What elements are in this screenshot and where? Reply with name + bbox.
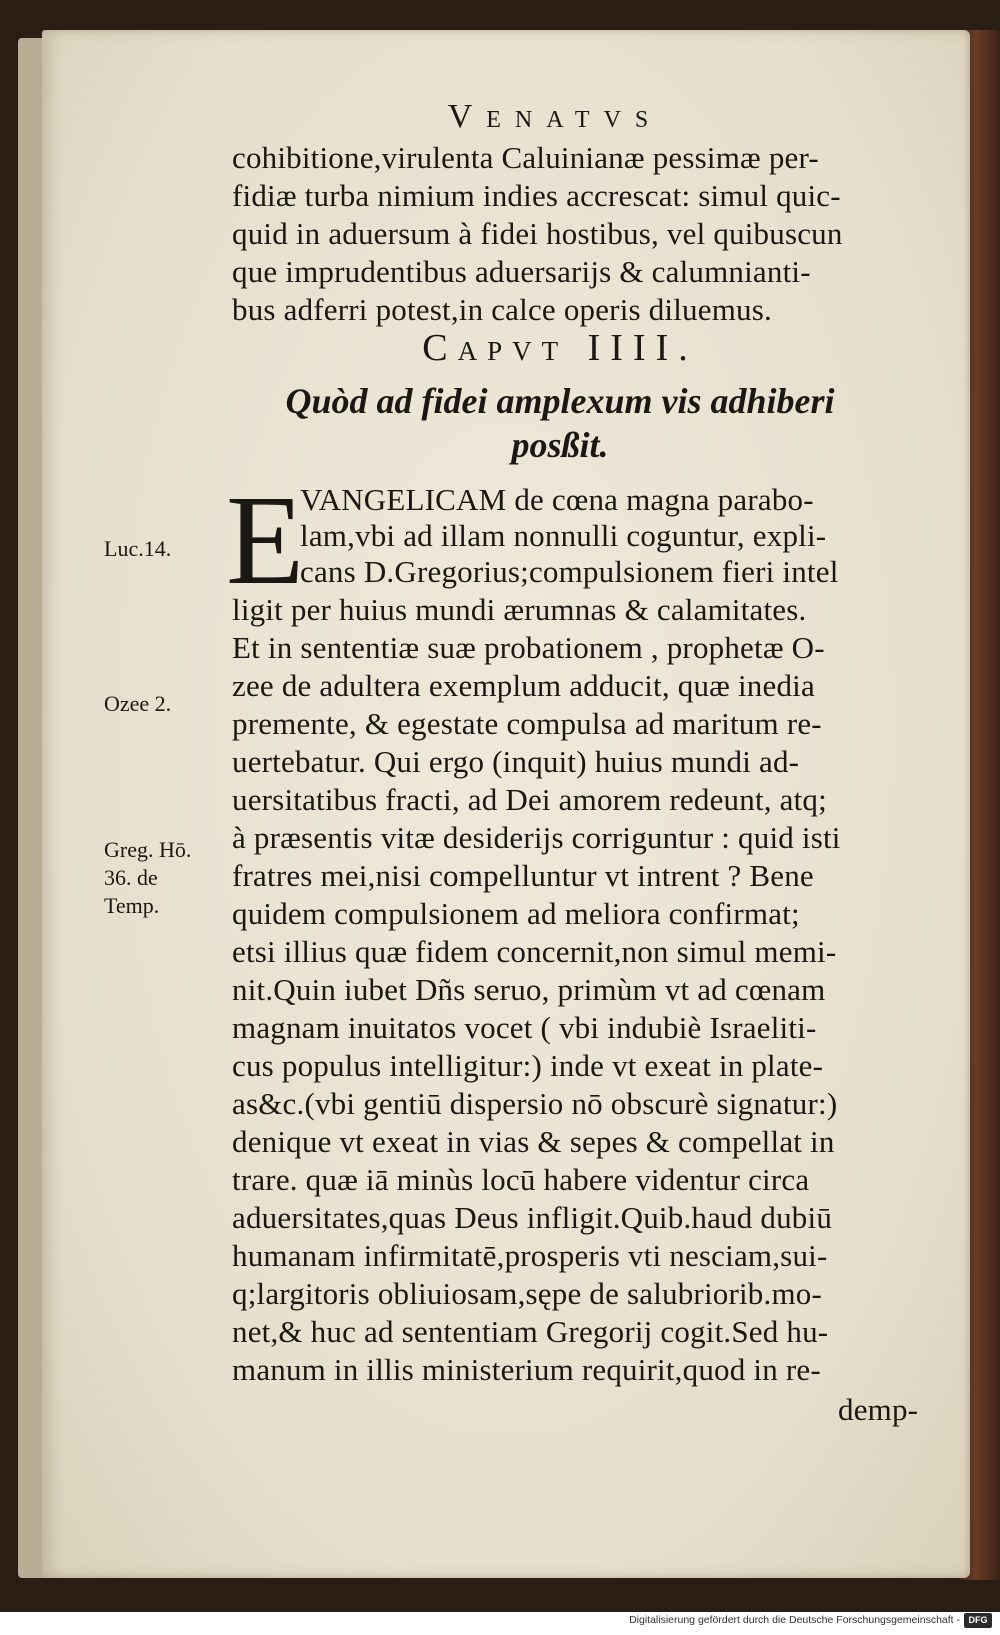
body-line: cans D.Gregorius;compulsionem fieri intel bbox=[300, 554, 839, 589]
body-line: cus populus intelligitur:) inde vt exeat in plate- bbox=[232, 1048, 824, 1083]
body-line: zee de adultera exemplum adducit, quæ inedia bbox=[232, 668, 815, 703]
body-line: manum in illis ministerium requirit,quod in re- bbox=[232, 1352, 821, 1387]
margin-note-hosea: Ozee 2. bbox=[104, 691, 172, 716]
drop-cap-initial: E bbox=[226, 469, 305, 611]
margin-note-gregory: 36. de bbox=[104, 865, 158, 890]
body-line: Et in sententiæ suæ probationem , prophetæ O- bbox=[232, 630, 825, 665]
margin-note-gregory: Temp. bbox=[104, 893, 160, 918]
margin-note-gregory: Greg. Hō. bbox=[104, 837, 192, 862]
dfg-logo: DFG bbox=[964, 1613, 992, 1628]
body-line: as&c.(vbi gentiū dispersio nō obscurè signatur:) bbox=[232, 1086, 838, 1121]
body-line: aduersitates,quas Deus infligit.Quib.haud dubiū bbox=[232, 1200, 833, 1235]
body-line: net,& huc ad sententiam Gregorij cogit.Sed hu- bbox=[232, 1314, 829, 1349]
intro-line: que imprudentibus aduersarijs & calumnianti- bbox=[232, 254, 811, 289]
body-line: uersitatibus fracti, ad Dei amorem redeunt, atq; bbox=[232, 782, 827, 817]
body-line: à præsentis vitæ desiderijs corriguntur : quid isti bbox=[232, 820, 841, 855]
body-line: quidem compulsionem ad meliora confirmat; bbox=[232, 896, 800, 931]
chapter-title-line: Quòd ad fidei amplexum vis adhiberi bbox=[285, 381, 835, 421]
body-line: uertebatur. Qui ergo (inquit) huius mundi ad- bbox=[232, 744, 800, 779]
intro-line: quid in aduersum à fidei hostibus, vel quibuscun bbox=[232, 216, 843, 251]
body-line: ligit per huius mundi ærumnas & calamitates. bbox=[232, 592, 807, 627]
body-line: nit.Quin iubet Dñs seruo, primùm vt ad cœnam bbox=[232, 972, 826, 1007]
intro-line: fidiæ turba nimium indies accrescat: simul quic- bbox=[232, 178, 841, 213]
chapter-title-line: posßit. bbox=[511, 425, 609, 465]
chapter-heading: Capvt IIII. bbox=[422, 327, 698, 369]
body-line: VANGELICAM de cœna magna parabo- bbox=[300, 482, 814, 517]
body-line: lam,vbi ad illam nonnulli coguntur, expli- bbox=[300, 518, 827, 553]
intro-line: bus adferri potest,in calce operis diluemus. bbox=[232, 292, 772, 327]
body-line: q;largitoris obliuiosam,sępe de salubriorib.mo- bbox=[232, 1276, 822, 1311]
catchword: demp- bbox=[838, 1392, 919, 1427]
intro-line: cohibitione,virulenta Caluinianæ pessimæ per- bbox=[232, 140, 819, 175]
body-line: humanam infirmitatē,prosperis vti nesciam,sui- bbox=[232, 1238, 828, 1273]
body-line: denique vt exeat in vias & sepes & compellat in bbox=[232, 1124, 835, 1159]
body-line: trare. quæ iā minùs locū habere videntur circa bbox=[232, 1162, 810, 1197]
body-line: etsi illius quæ fidem concernit,non simul memi- bbox=[232, 934, 837, 969]
margin-note-luke: Luc.14. bbox=[104, 536, 172, 561]
digitization-credit: Digitalisierung gefördert durch die Deutsche Forschungsgemeinschaft - bbox=[629, 1614, 960, 1626]
body-line: magnam inuitatos vocet ( vbi indubiè Israeliti- bbox=[232, 1010, 817, 1045]
body-line: premente, & egestate compulsa ad maritum re- bbox=[232, 706, 822, 741]
body-line: fratres mei,nisi compelluntur vt intrent ? Bene bbox=[232, 858, 814, 893]
running-head: Venatvs bbox=[447, 98, 663, 135]
